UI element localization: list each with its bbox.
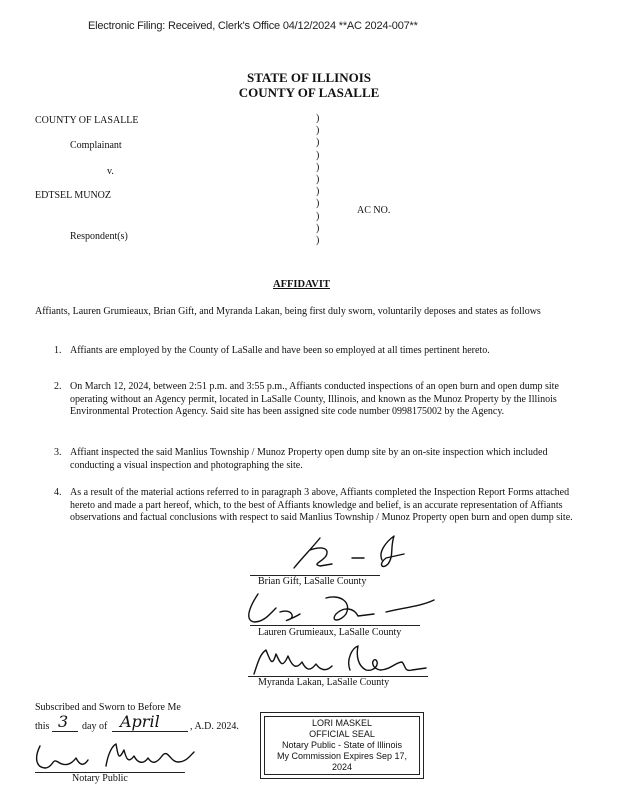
jurat-day-of-label: day of bbox=[82, 721, 108, 732]
month-underline bbox=[112, 731, 188, 732]
filing-stamp: Electronic Filing: Received, Clerk's Office 04/12/2024 **AC 2024-007** bbox=[88, 20, 418, 32]
affidavit-intro bbox=[35, 306, 565, 319]
signer-caption: Myranda Lakan, LaSalle County bbox=[258, 677, 390, 688]
seal-inner-border bbox=[264, 716, 420, 775]
notary-seal bbox=[260, 712, 424, 779]
intro-text: Affiants, Lauren Grumieaux, Brian Gift, and Myranda Lakan, being first duly sworn, voluntarily deposes and states as follows bbox=[35, 306, 541, 317]
complainant-party: COUNTY OF LASALLE bbox=[35, 115, 139, 126]
signer-caption: Brian Gift, LaSalle County bbox=[258, 576, 367, 587]
signature-notary bbox=[30, 736, 200, 776]
item-number: 3. bbox=[54, 447, 62, 458]
jurat-year: , A.D. 2024. bbox=[190, 721, 239, 732]
item-number: 2. bbox=[54, 381, 62, 392]
seal-name: LORI MASKEL bbox=[311, 718, 373, 728]
seal-expires: My Commission Expires Sep 17, 2024 bbox=[276, 751, 408, 772]
item-text: On March 12, 2024, between 2:51 p.m. and 3:55 p.m., Affiants conducted inspections of an open burn and open dump site operating without an Agency permit, located in LaSalle County, Illinois, and known as the Munoz Property by the Illinois Environmental Protection Agency. Said site has been assigned site code number 0998175002 by the Agency. bbox=[70, 381, 559, 417]
notary-caption: Notary Public bbox=[72, 773, 128, 784]
versus-label: v. bbox=[107, 166, 114, 177]
jurat-month-value: April bbox=[120, 712, 160, 731]
affidavit-heading: AFFIDAVIT bbox=[273, 279, 330, 290]
signature-line bbox=[250, 625, 420, 626]
signature-brian-gift bbox=[282, 528, 412, 578]
item-text: Affiant inspected the said Manlius Township / Munoz Property open dump site by an on-site inspection which included conducting a visual inspection and photographing the site. bbox=[70, 447, 548, 471]
item-text: As a result of the material actions referred to in paragraph 3 above, Affiants completed the Inspection Report Forms attached hereto and made a part hereof, which, to the best of Affiants knowledge and belief, is an accurate representation of Affiants observations and factual conclusions with respect to said Manlius Township / Munoz Property open burn and open dump site. bbox=[70, 487, 573, 523]
county-title: COUNTY OF LASALLE bbox=[238, 85, 380, 100]
signature-lauren-grumieaux bbox=[236, 588, 446, 630]
day-underline bbox=[52, 731, 78, 732]
respondent-label: Respondent(s) bbox=[70, 231, 128, 242]
respondent-party: EDTSEL MUNOZ bbox=[35, 190, 112, 201]
jurat-day-value: 3 bbox=[58, 712, 69, 731]
case-number-label: AC NO. bbox=[357, 205, 391, 216]
seal-title: Notary Public - State of Illinois bbox=[281, 740, 403, 750]
state-title: STATE OF ILLINOIS bbox=[246, 70, 372, 85]
item-number: 1. bbox=[54, 345, 62, 356]
item-number: 4. bbox=[54, 487, 62, 498]
signer-caption: Lauren Grumieaux, LaSalle County bbox=[258, 627, 402, 638]
seal-official: OFFICIAL SEAL bbox=[309, 729, 375, 739]
jurat-this-label: this bbox=[35, 721, 50, 732]
complainant-label: Complainant bbox=[70, 140, 122, 151]
jurat-subscribed: Subscribed and Sworn to Before Me bbox=[35, 702, 181, 713]
caption-parentheses: ) ) ) ) ) ) ) ) ) ) ) bbox=[316, 113, 320, 247]
item-text: Affiants are employed by the County of LaSalle and have been so employed at all times pertinent hereto. bbox=[70, 345, 490, 356]
